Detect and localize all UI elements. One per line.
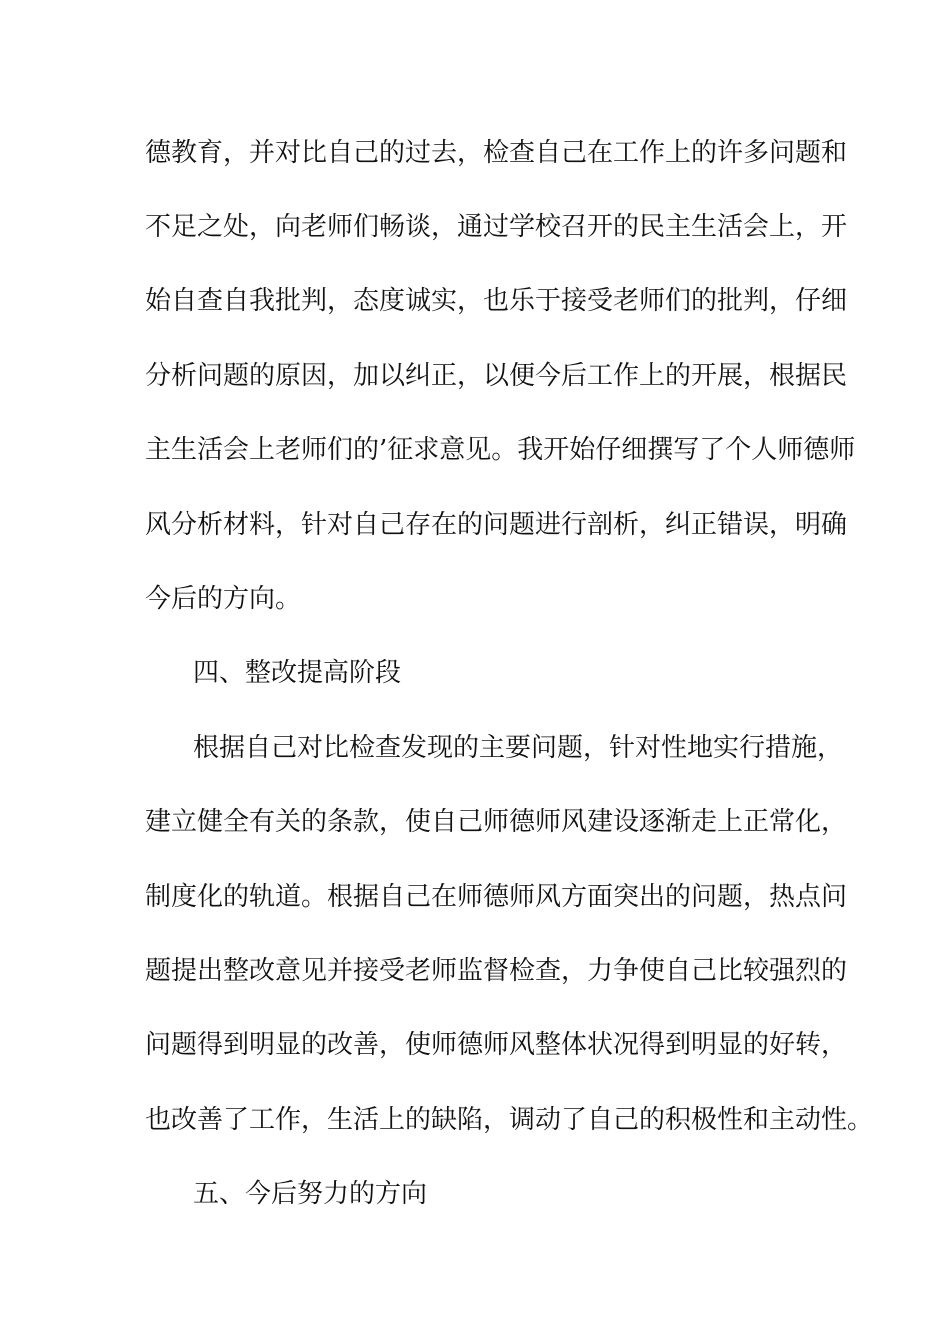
paragraph-line-5: 主生活会上老师们的’征求意见。我开始仔细撰写了个人师德师 <box>145 435 856 465</box>
section-heading-4: 四、整改提高阶段 <box>193 658 402 688</box>
paragraph-line-8: 根据自己对比检查发现的主要问题，针对性地实行措施， <box>193 733 844 763</box>
paragraph-line-6: 风分析材料，针对自己存在的问题进行剖析，纠正错误，明确 <box>145 510 848 540</box>
paragraph-line-4: 分析问题的原因，加以纠正，以便今后工作上的开展，根据民 <box>145 361 848 391</box>
section-heading-5: 五、今后努力的方向 <box>193 1179 428 1209</box>
paragraph-line-13: 也改善了工作，生活上的缺陷，调动了自己的积极性和主动性。 <box>145 1105 874 1135</box>
paragraph-line-1: 德教育，并对比自己的过去，检查自己在工作上的许多问题和 <box>145 138 848 168</box>
paragraph-line-3: 始自查自我批判，态度诚实，也乐于接受老师们的批判，仔细 <box>145 286 848 316</box>
paragraph-line-2: 不足之处，向老师们畅谈，通过学校召开的民主生活会上，开 <box>145 212 848 242</box>
paragraph-line-7: 今后的方向。 <box>145 584 302 614</box>
paragraph-line-10: 制度化的轨道。根据自己在师德师风方面突出的问题，热点问 <box>145 882 848 912</box>
paragraph-line-9: 建立健全有关的条款，使自己师德师风建设逐渐走上正常化， <box>145 807 848 837</box>
paragraph-line-11: 题提出整改意见并接受老师监督检查，力争使自己比较强烈的 <box>145 956 848 986</box>
paragraph-line-12: 问题得到明显的改善，使师德师风整体状况得到明显的好转， <box>145 1030 848 1060</box>
